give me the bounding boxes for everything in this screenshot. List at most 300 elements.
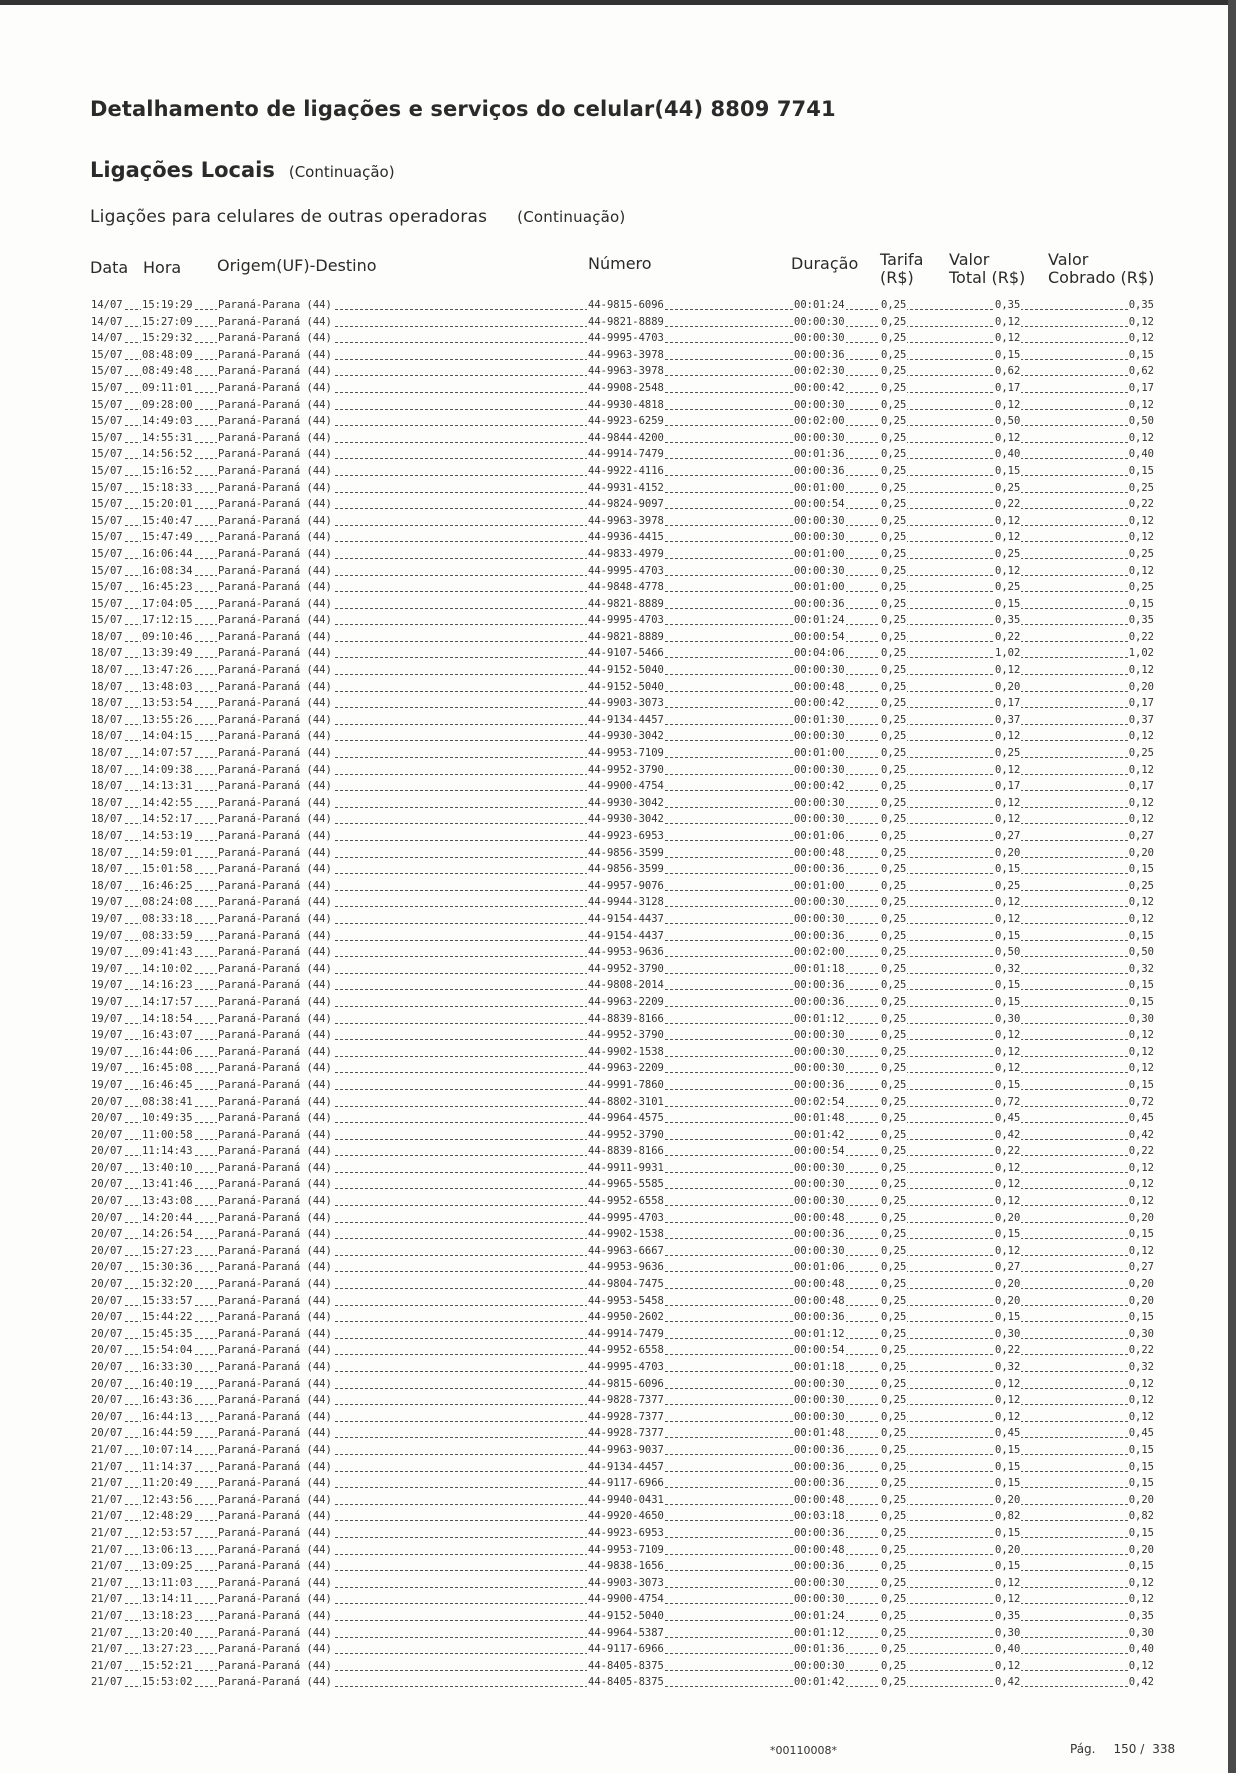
cell-tariff: 0,25 [881, 1361, 907, 1373]
cell-date: 15/07 [91, 498, 123, 511]
cell-number: 44-9952-6558 [588, 1344, 664, 1357]
table-row [90, 945, 1155, 962]
cell-time: 15:33:57 [142, 1294, 193, 1307]
cell-tariff: 0,25 [881, 481, 907, 494]
cell-charged: 0,15 [1128, 1477, 1154, 1490]
cell-total: 0,15 [995, 1477, 1021, 1490]
header-valor-cobrado-line2: Cobrado (R$) [1048, 268, 1155, 287]
cell-origin: Paraná-Paraná (44) [218, 1394, 332, 1407]
cell-duration: 00:00:30 [794, 763, 845, 776]
cell-time: 16:43:36 [142, 1394, 193, 1407]
cell-time: 16:06:44 [142, 547, 193, 560]
cell-date: 19/07 [91, 896, 123, 909]
cell-tariff: 0,25 [881, 315, 907, 328]
cell-origin: Paraná-Paraná (44) [218, 498, 332, 511]
cell-number: 44-9963-6667 [588, 1244, 664, 1257]
cell-total: 0,32 [995, 1361, 1021, 1373]
cell-origin: Paraná-Paraná (44) [218, 896, 332, 909]
cell-date: 18/07 [91, 796, 123, 809]
header-valor-total-line1: Valor [949, 250, 990, 269]
cell-number: 44-9995-4703 [588, 614, 664, 627]
cell-tariff: 0,25 [881, 415, 907, 428]
cell-date: 20/07 [91, 1161, 123, 1174]
cell-date: 18/07 [91, 846, 123, 859]
cell-charged: 0,82 [1128, 1510, 1154, 1523]
header-valor-total-line2: Total (R$) [949, 268, 1026, 287]
table-row [90, 1410, 1155, 1427]
cell-tariff: 0,25 [881, 1311, 907, 1324]
cell-number: 44-9953-9636 [588, 946, 664, 959]
cell-number: 44-9953-5458 [588, 1294, 664, 1307]
cell-time: 15:45:35 [142, 1327, 193, 1340]
cell-number: 44-9923-6259 [588, 415, 664, 428]
cell-total: 0,20 [995, 1493, 1021, 1506]
cell-total: 0,12 [995, 1659, 1021, 1672]
cell-date: 15/07 [91, 614, 123, 627]
cell-tariff: 0,25 [881, 597, 907, 610]
cell-duration: 00:01:42 [794, 1128, 845, 1141]
cell-time: 16:40:19 [142, 1377, 193, 1390]
cell-duration: 00:00:30 [794, 531, 845, 544]
table-row [90, 879, 1155, 896]
cell-duration: 00:01:12 [794, 1626, 845, 1639]
cell-number: 44-9914-7479 [588, 1327, 664, 1340]
cell-charged: 0,12 [1128, 531, 1154, 544]
section-continuation: (Continuação) [288, 163, 395, 181]
cell-charged: 0,42 [1128, 1676, 1154, 1689]
cell-origin: Paraná-Paraná (44) [218, 863, 332, 876]
cell-time: 15:44:22 [142, 1311, 193, 1324]
cell-duration: 00:00:48 [794, 846, 845, 859]
cell-time: 17:04:05 [142, 597, 193, 610]
cell-origin: Paraná-Parana (44) [218, 299, 332, 311]
cell-charged: 0,15 [1128, 1443, 1154, 1456]
table-row [90, 1659, 1155, 1676]
cell-duration: 00:00:30 [794, 664, 845, 677]
cell-time: 13:40:10 [142, 1161, 193, 1174]
cell-total: 0,25 [995, 747, 1021, 760]
cell-total: 0,12 [995, 763, 1021, 776]
cell-origin: Paraná-Paraná (44) [218, 780, 332, 793]
table-row [90, 696, 1155, 713]
cell-time: 15:29:32 [142, 332, 193, 345]
cell-duration: 00:00:54 [794, 1145, 845, 1158]
page-title: Detalhamento de ligações e serviços do celular(44) 8809 7741 [90, 97, 836, 121]
cell-tariff: 0,25 [881, 564, 907, 577]
cell-number: 44-9995-4703 [588, 1361, 664, 1373]
cell-total: 0,17 [995, 381, 1021, 394]
cell-charged: 0,25 [1128, 481, 1154, 494]
cell-tariff: 0,25 [881, 846, 907, 859]
cell-charged: 0,37 [1128, 713, 1154, 726]
cell-charged: 0,72 [1128, 1095, 1154, 1108]
cell-time: 13:20:40 [142, 1626, 193, 1639]
cell-date: 21/07 [91, 1560, 123, 1573]
cell-tariff: 0,25 [881, 1161, 907, 1174]
cell-origin: Paraná-Paraná (44) [218, 1676, 332, 1689]
cell-total: 0,35 [995, 1609, 1021, 1622]
cell-charged: 0,12 [1128, 1045, 1154, 1058]
cell-number: 44-9911-9931 [588, 1161, 664, 1174]
cell-tariff: 0,25 [881, 1045, 907, 1058]
cell-charged: 0,15 [1128, 597, 1154, 610]
cell-duration: 00:00:36 [794, 979, 845, 992]
table-row [90, 414, 1155, 431]
cell-origin: Paraná-Paraná (44) [218, 697, 332, 710]
cell-origin: Paraná-Paraná (44) [218, 1526, 332, 1539]
cell-number: 44-9952-6558 [588, 1195, 664, 1208]
cell-duration: 00:01:00 [794, 547, 845, 560]
table-row [90, 812, 1155, 829]
cell-origin: Paraná-Paraná (44) [218, 1294, 332, 1307]
cell-total: 0,50 [995, 415, 1021, 428]
cell-time: 15:16:52 [142, 464, 193, 477]
cell-number: 44-9902-1538 [588, 1045, 664, 1058]
cell-charged: 0,22 [1128, 498, 1154, 511]
cell-charged: 0,12 [1128, 730, 1154, 743]
cell-duration: 00:01:00 [794, 581, 845, 594]
cell-total: 0,20 [995, 680, 1021, 693]
cell-time: 16:44:59 [142, 1427, 193, 1440]
cell-time: 15:30:36 [142, 1261, 193, 1274]
cell-origin: Paraná-Paraná (44) [218, 1145, 332, 1158]
cell-tariff: 0,25 [881, 1012, 907, 1025]
cell-total: 0,20 [995, 846, 1021, 859]
cell-origin: Paraná-Paraná (44) [218, 547, 332, 560]
cell-origin: Paraná-Paraná (44) [218, 664, 332, 677]
cell-number: 44-9963-2209 [588, 995, 664, 1008]
cell-total: 0,22 [995, 1145, 1021, 1158]
cell-total: 0,12 [995, 1195, 1021, 1208]
cell-time: 15:32:20 [142, 1278, 193, 1291]
cell-date: 18/07 [91, 813, 123, 826]
cell-time: 14:16:23 [142, 979, 193, 992]
cell-duration: 00:03:18 [794, 1510, 845, 1523]
cell-duration: 00:00:36 [794, 348, 845, 361]
table-row [90, 381, 1155, 398]
cell-origin: Paraná-Paraná (44) [218, 597, 332, 610]
cell-total: 0,30 [995, 1012, 1021, 1025]
cell-time: 13:14:11 [142, 1593, 193, 1606]
cell-duration: 00:00:42 [794, 381, 845, 394]
cell-charged: 0,12 [1128, 315, 1154, 328]
cell-number: 44-8405-8375 [588, 1659, 664, 1672]
cell-date: 21/07 [91, 1676, 123, 1689]
cell-charged: 0,20 [1128, 1211, 1154, 1224]
table-row [90, 1642, 1155, 1659]
cell-origin: Paraná-Paraná (44) [218, 315, 332, 328]
cell-date: 19/07 [91, 979, 123, 992]
cell-origin: Paraná-Paraná (44) [218, 1311, 332, 1324]
cell-charged: 0,32 [1128, 1361, 1154, 1373]
cell-tariff: 0,25 [881, 1278, 907, 1291]
cell-time: 12:48:29 [142, 1510, 193, 1523]
cell-tariff: 0,25 [881, 813, 907, 826]
cell-charged: 0,12 [1128, 912, 1154, 925]
table-row [90, 1609, 1155, 1626]
table-row [90, 1476, 1155, 1493]
cell-charged: 0,17 [1128, 780, 1154, 793]
cell-origin: Paraná-Paraná (44) [218, 1278, 332, 1291]
cell-date: 20/07 [91, 1128, 123, 1141]
cell-duration: 00:00:30 [794, 564, 845, 577]
cell-tariff: 0,25 [881, 1659, 907, 1672]
section-title: Ligações Locais [90, 158, 275, 182]
cell-time: 09:10:46 [142, 630, 193, 643]
cell-number: 44-9856-3599 [588, 846, 664, 859]
cell-tariff: 0,25 [881, 1377, 907, 1390]
cell-time: 15:52:21 [142, 1659, 193, 1672]
cell-time: 11:14:37 [142, 1460, 193, 1473]
table-row [90, 1045, 1155, 1062]
cell-date: 20/07 [91, 1278, 123, 1291]
cell-tariff: 0,25 [881, 1410, 907, 1423]
cell-total: 0,25 [995, 481, 1021, 494]
cell-total: 0,12 [995, 1410, 1021, 1423]
cell-duration: 00:00:30 [794, 1161, 845, 1174]
cell-total: 0,15 [995, 863, 1021, 876]
cell-date: 15/07 [91, 415, 123, 428]
cell-duration: 00:02:30 [794, 365, 845, 378]
cell-tariff: 0,25 [881, 879, 907, 892]
cell-time: 11:14:43 [142, 1145, 193, 1158]
cell-time: 08:24:08 [142, 896, 193, 909]
cell-duration: 00:00:36 [794, 464, 845, 477]
cell-origin: Paraná-Paraná (44) [218, 1211, 332, 1224]
cell-time: 16:46:25 [142, 879, 193, 892]
cell-origin: Paraná-Paraná (44) [218, 979, 332, 992]
table-row [90, 746, 1155, 763]
cell-origin: Paraná-Paraná (44) [218, 514, 332, 527]
table-row [90, 497, 1155, 514]
cell-total: 0,50 [995, 946, 1021, 959]
cell-origin: Paraná-Paraná (44) [218, 713, 332, 726]
cell-duration: 00:01:00 [794, 879, 845, 892]
cell-duration: 00:00:36 [794, 1443, 845, 1456]
cell-total: 0,15 [995, 1078, 1021, 1091]
table-row [90, 597, 1155, 614]
cell-time: 15:27:23 [142, 1244, 193, 1257]
cell-origin: Paraná-Paraná (44) [218, 398, 332, 411]
cell-origin: Paraná-Paraná (44) [218, 747, 332, 760]
table-row [90, 713, 1155, 730]
cell-number: 44-9856-3599 [588, 863, 664, 876]
cell-duration: 00:01:24 [794, 1609, 845, 1622]
cell-tariff: 0,25 [881, 1609, 907, 1622]
table-row [90, 1559, 1155, 1576]
table-row [90, 613, 1155, 630]
cell-number: 44-9944-3128 [588, 896, 664, 909]
cell-charged: 0,15 [1128, 863, 1154, 876]
cell-number: 44-9838-1656 [588, 1560, 664, 1573]
cell-charged: 0,12 [1128, 664, 1154, 677]
cell-date: 15/07 [91, 597, 123, 610]
cell-time: 15:19:29 [142, 299, 193, 311]
cell-total: 0,15 [995, 979, 1021, 992]
cell-time: 11:20:49 [142, 1477, 193, 1490]
table-row [90, 1493, 1155, 1510]
cell-tariff: 0,25 [881, 1344, 907, 1357]
cell-time: 08:33:59 [142, 929, 193, 942]
cell-duration: 00:00:30 [794, 1195, 845, 1208]
cell-number: 44-9964-5387 [588, 1626, 664, 1639]
cell-total: 0,22 [995, 498, 1021, 511]
cell-tariff: 0,25 [881, 448, 907, 461]
cell-total: 0,12 [995, 564, 1021, 577]
cell-number: 44-8405-8375 [588, 1676, 664, 1689]
cell-number: 44-9828-7377 [588, 1394, 664, 1407]
cell-origin: Paraná-Paraná (44) [218, 1261, 332, 1274]
cell-origin: Paraná-Paraná (44) [218, 929, 332, 942]
cell-date: 19/07 [91, 929, 123, 942]
cell-number: 44-9117-6966 [588, 1643, 664, 1656]
header-hora: Hora [143, 258, 182, 277]
cell-origin: Paraná-Paraná (44) [218, 995, 332, 1008]
cell-date: 20/07 [91, 1410, 123, 1423]
cell-tariff: 0,25 [881, 747, 907, 760]
table-row [90, 514, 1155, 531]
cell-tariff: 0,25 [881, 348, 907, 361]
cell-origin: Paraná-Paraná (44) [218, 1161, 332, 1174]
cell-duration: 00:01:24 [794, 299, 845, 311]
cell-number: 44-9928-7377 [588, 1410, 664, 1423]
cell-charged: 0,62 [1128, 365, 1154, 378]
cell-number: 44-9923-6953 [588, 1526, 664, 1539]
cell-time: 14:53:19 [142, 830, 193, 842]
cell-origin: Paraná-Paraná (44) [218, 1128, 332, 1141]
cell-date: 18/07 [91, 863, 123, 876]
cell-total: 0,12 [995, 1394, 1021, 1407]
cell-date: 18/07 [91, 697, 123, 710]
cell-total: 0,20 [995, 1211, 1021, 1224]
cell-date: 18/07 [91, 763, 123, 776]
cell-tariff: 0,25 [881, 1145, 907, 1158]
cell-number: 44-9953-7109 [588, 1543, 664, 1556]
cell-origin: Paraná-Paraná (44) [218, 448, 332, 461]
cell-tariff: 0,25 [881, 1078, 907, 1091]
cell-number: 44-9995-4703 [588, 564, 664, 577]
table-row [90, 1626, 1155, 1643]
cell-duration: 00:00:36 [794, 1560, 845, 1573]
cell-date: 15/07 [91, 398, 123, 411]
table-row [90, 1360, 1155, 1377]
cell-charged: 0,12 [1128, 1244, 1154, 1257]
cell-number: 44-9808-2014 [588, 979, 664, 992]
cell-duration: 00:00:30 [794, 1062, 845, 1075]
cell-date: 19/07 [91, 1012, 123, 1025]
cell-total: 0,12 [995, 1244, 1021, 1257]
table-row [90, 1128, 1155, 1145]
cell-number: 44-9152-5040 [588, 1609, 664, 1622]
cell-tariff: 0,25 [881, 979, 907, 992]
cell-origin: Paraná-Paraná (44) [218, 1543, 332, 1556]
cell-charged: 0,50 [1128, 946, 1154, 959]
table-row [90, 530, 1155, 547]
cell-date: 18/07 [91, 747, 123, 760]
cell-tariff: 0,25 [881, 531, 907, 544]
header-origem: Origem(UF)-Destino [217, 256, 377, 275]
cell-total: 0,17 [995, 780, 1021, 793]
cell-origin: Paraná-Paraná (44) [218, 1460, 332, 1473]
cell-duration: 00:00:30 [794, 813, 845, 826]
cell-origin: Paraná-Paraná (44) [218, 830, 332, 842]
cell-origin: Paraná-Paraná (44) [218, 381, 332, 394]
cell-date: 20/07 [91, 1427, 123, 1440]
cell-time: 08:33:18 [142, 912, 193, 925]
cell-number: 44-9117-6966 [588, 1477, 664, 1490]
cell-duration: 00:00:48 [794, 680, 845, 693]
cell-origin: Paraná-Paraná (44) [218, 1576, 332, 1589]
cell-tariff: 0,25 [881, 1178, 907, 1191]
cell-duration: 00:00:36 [794, 995, 845, 1008]
cell-total: 0,12 [995, 398, 1021, 411]
cell-tariff: 0,25 [881, 1460, 907, 1473]
cell-date: 21/07 [91, 1477, 123, 1490]
cell-charged: 0,15 [1128, 1460, 1154, 1473]
table-row [90, 895, 1155, 912]
cell-time: 13:47:26 [142, 664, 193, 677]
cell-charged: 0,17 [1128, 697, 1154, 710]
cell-origin: Paraná-Paraná (44) [218, 1228, 332, 1241]
cell-tariff: 0,25 [881, 1095, 907, 1108]
cell-duration: 00:00:54 [794, 630, 845, 643]
cell-total: 0,27 [995, 1261, 1021, 1274]
cell-tariff: 0,25 [881, 299, 907, 311]
cell-time: 16:46:45 [142, 1078, 193, 1091]
cell-origin: Paraná-Paraná (44) [218, 796, 332, 809]
cell-duration: 00:00:30 [794, 1593, 845, 1606]
cell-number: 44-9900-4754 [588, 780, 664, 793]
cell-charged: 0,17 [1128, 381, 1154, 394]
cell-origin: Paraná-Paraná (44) [218, 431, 332, 444]
table-row [90, 1244, 1155, 1261]
cell-duration: 00:00:36 [794, 597, 845, 610]
cell-time: 15:01:58 [142, 863, 193, 876]
cell-charged: 0,32 [1128, 962, 1154, 975]
header-valor-cobrado-line1: Valor [1048, 250, 1089, 269]
cell-total: 0,15 [995, 1228, 1021, 1241]
table-row [90, 912, 1155, 929]
cell-tariff: 0,25 [881, 664, 907, 677]
cell-duration: 00:00:48 [794, 1278, 845, 1291]
cell-charged: 0,25 [1128, 747, 1154, 760]
cell-time: 13:09:25 [142, 1560, 193, 1573]
cell-duration: 00:00:30 [794, 796, 845, 809]
cell-total: 0,12 [995, 730, 1021, 743]
cell-time: 12:43:56 [142, 1493, 193, 1506]
table-row [90, 1327, 1155, 1344]
table-row [90, 1095, 1155, 1112]
cell-charged: 0,25 [1128, 547, 1154, 560]
cell-time: 15:27:09 [142, 315, 193, 328]
header-tarifa [880, 251, 923, 287]
table-row [90, 348, 1155, 365]
cell-origin: Paraná-Paraná (44) [218, 1327, 332, 1340]
cell-total: 0,45 [995, 1112, 1021, 1125]
cell-charged: 0,20 [1128, 1278, 1154, 1291]
cell-charged: 0,12 [1128, 1593, 1154, 1606]
cell-number: 44-9821-8889 [588, 630, 664, 643]
cell-origin: Paraná-Paraná (44) [218, 1012, 332, 1025]
cell-charged: 0,45 [1128, 1112, 1154, 1125]
section-heading [90, 158, 395, 182]
cell-total: 0,30 [995, 1626, 1021, 1639]
cell-charged: 0,40 [1128, 1643, 1154, 1656]
cell-date: 20/07 [91, 1327, 123, 1340]
cell-date: 14/07 [91, 315, 123, 328]
cell-charged: 0,35 [1128, 614, 1154, 627]
table-row [90, 763, 1155, 780]
